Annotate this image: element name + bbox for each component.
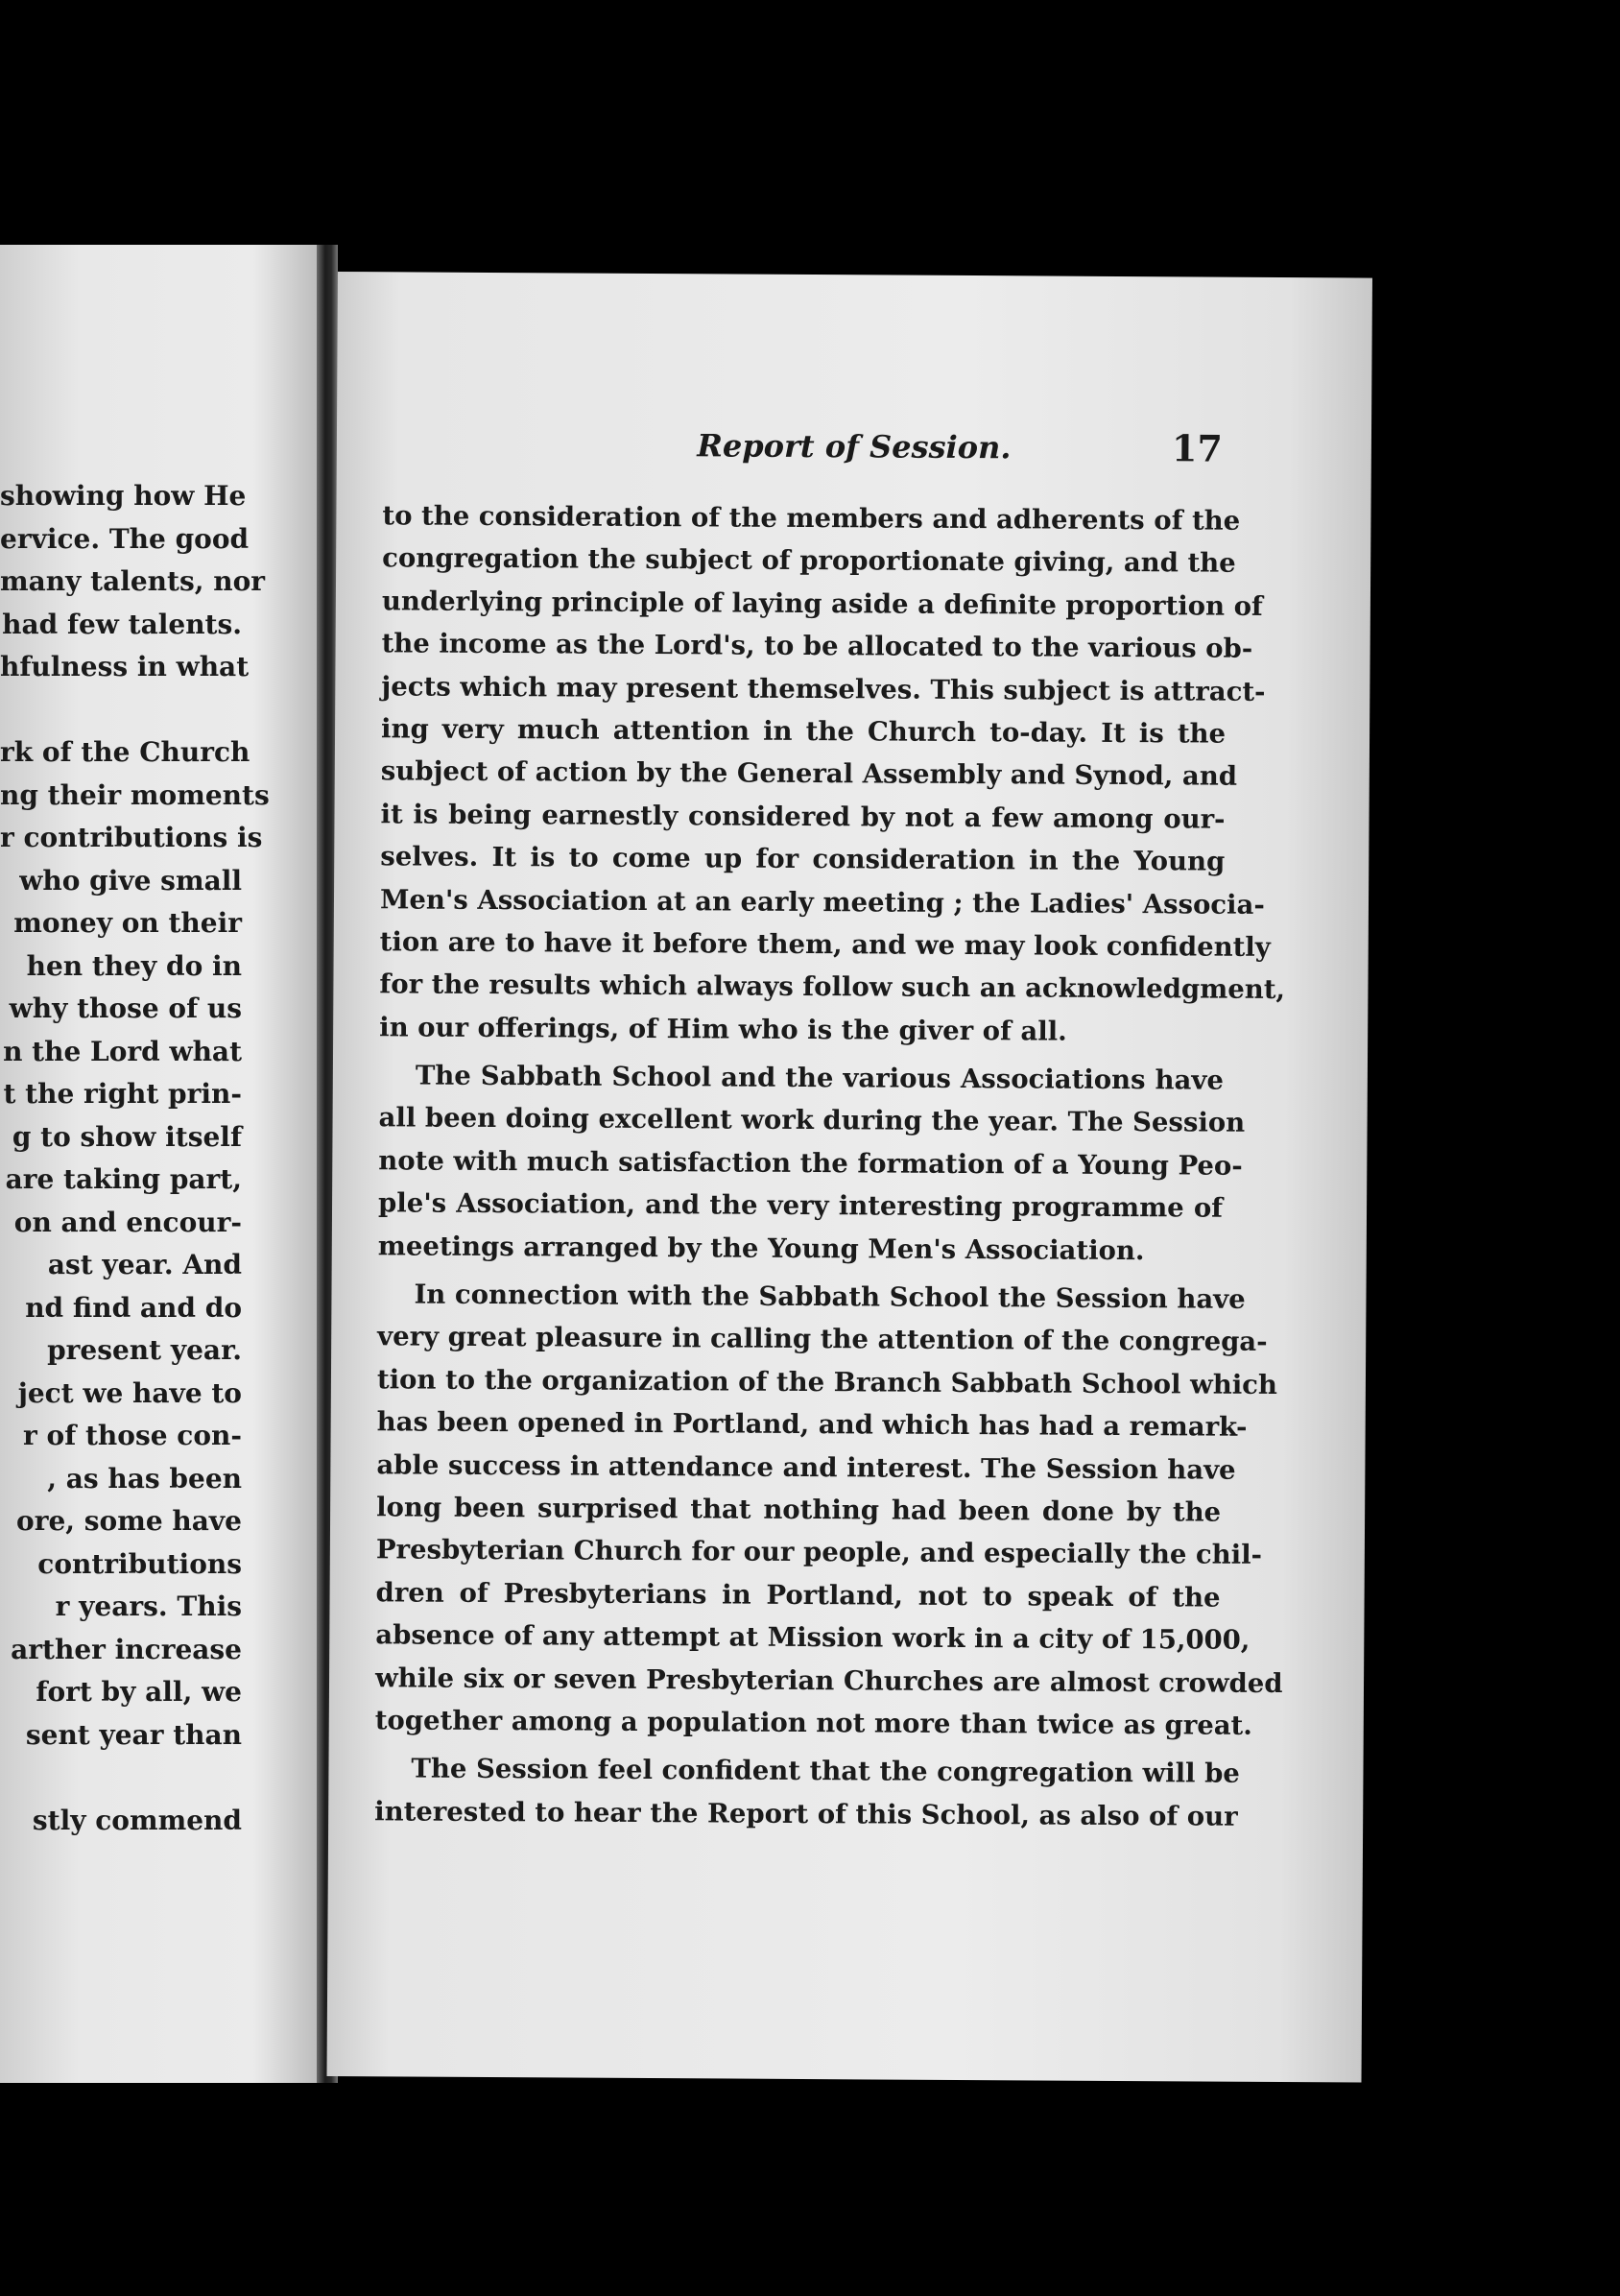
text-line: while six or seven Presbyterian Churches are almost crowded bbox=[374, 1662, 1283, 1699]
left-page-line: , as has been bbox=[47, 1462, 242, 1495]
left-page-line bbox=[0, 689, 242, 732]
right-page bbox=[327, 272, 1372, 2083]
left-page-line bbox=[0, 1757, 242, 1800]
text-line: very great pleasure in calling the attention of the congrega- bbox=[377, 1321, 1268, 1358]
text-line: all been doing excellent work during the year. The Session bbox=[378, 1102, 1246, 1139]
left-page-line: nd find and do bbox=[25, 1291, 242, 1324]
left-page-line: ast year. And bbox=[47, 1249, 242, 1280]
left-page-line: t the right prin- bbox=[3, 1078, 242, 1110]
text-line: tion are to have it before them, and we may look confidently bbox=[379, 926, 1271, 963]
text-line: underlying principle of laying aside a definite proportion of bbox=[381, 586, 1263, 622]
text-line: note with much satisfaction the formation of a Young Peo- bbox=[378, 1145, 1243, 1182]
left-page-line: ervice. The good bbox=[0, 522, 250, 555]
left-page-line: many talents, nor bbox=[0, 565, 266, 597]
text-line: ple's Association, and the very interesting programme of bbox=[377, 1187, 1224, 1224]
text-line: together among a population not more than twice as great. bbox=[374, 1705, 1252, 1741]
text-line: The Sabbath School and the various Associations have bbox=[415, 1060, 1224, 1096]
left-page-line: present year. bbox=[47, 1334, 242, 1366]
left-page-line: hfulness in what bbox=[0, 651, 250, 682]
text-line: it is being earnestly considered by not a few among our- bbox=[380, 799, 1226, 835]
running-head: Report of Session. bbox=[697, 427, 1012, 466]
text-line: congregation the subject of proportionate giving, and the bbox=[382, 542, 1236, 580]
left-page-line: why those of us bbox=[9, 993, 242, 1024]
text-line: tion to the organization of the Branch Sabbath School which bbox=[376, 1364, 1278, 1400]
paragraph-session-confident bbox=[374, 1748, 1240, 1838]
text-line: dren of Presbyterians in Portland, not to speak of the bbox=[375, 1577, 1221, 1614]
page-header bbox=[375, 425, 1333, 489]
text-line: selves. It is to come up for consideration in the Young bbox=[380, 841, 1226, 877]
left-page-line: r contributions is bbox=[0, 822, 263, 853]
left-page-line: had few talents. bbox=[2, 608, 242, 640]
page-number: 17 bbox=[1171, 426, 1224, 470]
left-page-line: are taking part, bbox=[5, 1163, 242, 1195]
left-page-text bbox=[0, 475, 317, 1842]
left-page-line: money on their bbox=[13, 907, 242, 939]
text-line: for the results which always follow such an acknowledgment, bbox=[379, 969, 1286, 1006]
text-line: interested to hear the Report of this School, as also of our bbox=[374, 1795, 1238, 1832]
text-line: able success in attendance and interest. The Session have bbox=[376, 1448, 1236, 1486]
text-line: subject of action by the General Assembly and Synod, and bbox=[380, 755, 1238, 793]
text-line: The Session feel confident that the congregation will be bbox=[411, 1753, 1240, 1790]
left-page-line: stly commend bbox=[32, 1804, 242, 1836]
left-page-line: r of those con- bbox=[23, 1420, 242, 1451]
paragraph-proportionate-giving bbox=[379, 494, 1286, 1053]
left-page-line: sent year than bbox=[25, 1718, 242, 1751]
text-line: absence of any attempt at Mission work in a city of 15,000, bbox=[375, 1619, 1251, 1656]
left-page-line: hen they do in bbox=[26, 949, 242, 982]
text-line: In connection with the Sabbath School the Session have bbox=[414, 1279, 1246, 1315]
text-line: Presbyterian Church for our people, and especially the chil- bbox=[375, 1534, 1263, 1571]
paragraph-sabbath-school bbox=[377, 1054, 1246, 1272]
left-page bbox=[0, 245, 317, 2083]
left-page-line: n the Lord what bbox=[3, 1035, 242, 1067]
text-line: to the consideration of the members and adherents of the bbox=[382, 500, 1241, 537]
page-body bbox=[374, 494, 1286, 1837]
left-page-line: rk of the Church bbox=[0, 736, 250, 768]
text-line: meetings arranged by the Young Men's Association. bbox=[377, 1230, 1145, 1266]
text-line: ing very much attention in the Church to-day. It is the bbox=[380, 713, 1227, 750]
text-line: the income as the Lord's, to be allocated to the various ob- bbox=[381, 628, 1253, 665]
left-page-line: ject we have to bbox=[17, 1376, 242, 1409]
left-page-line: who give small bbox=[19, 864, 242, 897]
text-line: long been surprised that nothing had been done by the bbox=[376, 1492, 1222, 1528]
left-page-line: showing how He bbox=[0, 480, 247, 512]
left-page-line: ng their moments bbox=[0, 778, 270, 811]
text-line: has been opened in Portland, and which has had a remark- bbox=[376, 1406, 1248, 1444]
left-page-line: on and encour- bbox=[13, 1206, 242, 1238]
text-line: jects which may present themselves. This subject is attract- bbox=[381, 670, 1266, 707]
left-page-line: arther increase bbox=[11, 1633, 242, 1665]
left-page-line: fort by all, we bbox=[36, 1676, 242, 1708]
paragraph-branch-school bbox=[374, 1273, 1283, 1747]
left-page-line: r years. This bbox=[55, 1590, 242, 1622]
text-line: Men's Association at an early meeting ; the Ladies' Associa- bbox=[379, 883, 1265, 921]
left-page-line: g to show itself bbox=[12, 1120, 242, 1153]
text-line: in our offerings, of Him who is the giver of all. bbox=[379, 1011, 1067, 1047]
left-page-line: ore, some have bbox=[16, 1505, 242, 1537]
left-page-line: contributions bbox=[37, 1547, 242, 1580]
